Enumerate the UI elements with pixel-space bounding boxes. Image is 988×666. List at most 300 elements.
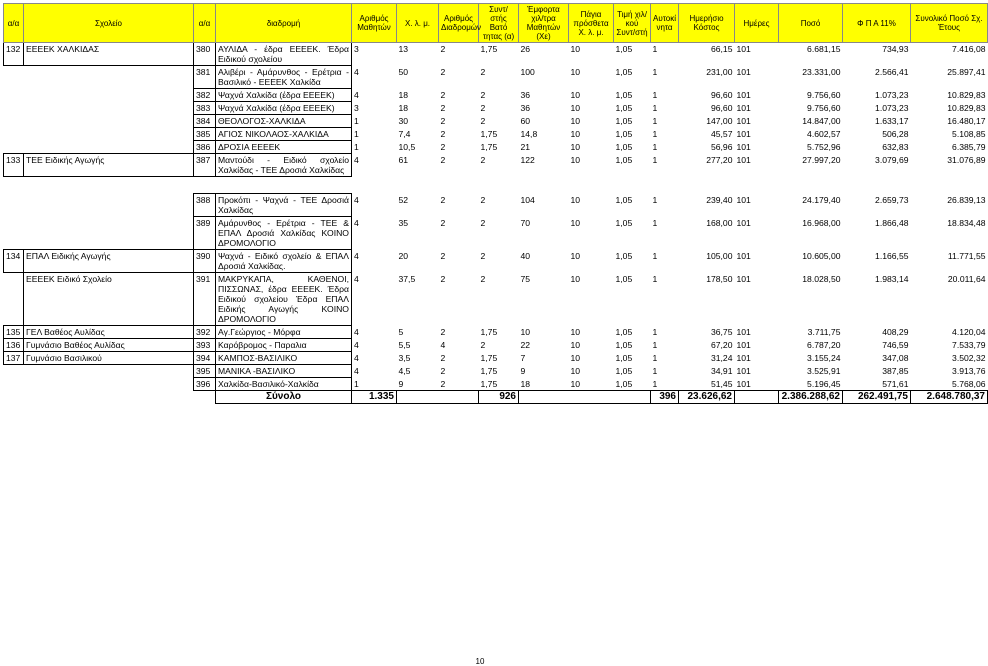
cell-value: 2 <box>480 66 486 77</box>
cell-value: 50 <box>398 66 409 77</box>
cell-value: 2 <box>480 89 486 100</box>
spacer-cell <box>24 177 194 194</box>
cell-value: 6.787,20 <box>807 339 841 350</box>
header-vat: Φ Π Α 11% <box>843 4 911 43</box>
cell-value: 1,75 <box>480 44 498 54</box>
cell-value: 104 <box>520 194 535 205</box>
cell-value: 1 <box>652 102 658 113</box>
cell-value: 101 <box>736 44 751 54</box>
cell-value: 14,8 <box>520 128 538 139</box>
cell-value: 506,28 <box>882 128 909 139</box>
cell-value: 1,05 <box>615 128 633 139</box>
cell-school: ΕΠΑΛ Ειδικής Αγωγής <box>24 250 194 273</box>
totals-total: 2.648.780,37 <box>911 391 988 404</box>
header-price: Τιμή χιλ/κού Συντ/στή <box>614 4 651 43</box>
totals-students: 1.335 <box>352 391 397 404</box>
cell-value: 36,75 <box>710 326 733 337</box>
cell-value: 4 <box>354 217 359 228</box>
cell-value: 746,59 <box>882 339 909 350</box>
cell-value: 3,5 <box>398 352 411 363</box>
header-fixed-km: Πάγια πρόσθετα Χ. λ. μ. <box>569 4 614 43</box>
cell-route-no: 396 <box>194 378 216 391</box>
cell-value: 1 <box>652 378 658 389</box>
cell-value: 2 <box>480 194 486 205</box>
cell-value: 101 <box>736 102 751 113</box>
table-row <box>4 141 988 154</box>
cell-value: 1 <box>652 115 658 126</box>
cell-value: 66,15 <box>710 44 733 54</box>
cell-value: 4 <box>354 194 359 205</box>
cell-value: 101 <box>736 365 751 376</box>
cell-value: 1,05 <box>615 194 633 205</box>
spacer-cell <box>194 177 216 194</box>
cell-value: 67,20 <box>710 339 733 350</box>
spacer-cell <box>519 177 569 194</box>
cell-route-no: 393 <box>194 339 216 352</box>
table-row <box>4 250 988 273</box>
cell-route: Καρόβρομος - Παραλια <box>216 339 352 352</box>
cell-value: 9 <box>520 365 526 376</box>
cell-value: 4 <box>354 326 359 337</box>
cell-value: 22 <box>520 339 531 350</box>
cell-value: 1,05 <box>615 250 633 261</box>
cell-value: 1 <box>652 217 658 228</box>
cell-value: 147,00 <box>706 115 733 126</box>
cell-value: 18 <box>398 102 409 113</box>
cell-value: 1,05 <box>615 217 633 228</box>
cell-value: 60 <box>520 115 531 126</box>
header-route: διαδρομή <box>216 4 352 43</box>
cell-value: 100 <box>520 66 535 77</box>
cell-value: 2 <box>440 217 446 228</box>
cell-value: 101 <box>736 326 751 337</box>
table-row <box>4 89 988 102</box>
cell-school: Γυμνάσιο Βασιλικού <box>24 352 194 365</box>
cell-school-no: 132 <box>4 43 24 66</box>
cell-value: 101 <box>736 115 751 126</box>
cell-value: 18.028,50 <box>802 273 841 284</box>
header-daily-cost: Ημερήσιο Κόστος <box>679 4 735 43</box>
spacer-row <box>4 177 988 194</box>
cell-value: 734,93 <box>882 44 909 54</box>
cell-value: 20 <box>398 250 409 261</box>
cell-value: 1,05 <box>615 102 633 113</box>
cell-route: ΚΑΜΠΟΣ-ΒΑΣΙΛΙΚΟ <box>216 352 352 365</box>
cell-value: 1 <box>354 128 359 139</box>
cell-value: 5.108,85 <box>952 128 986 139</box>
cell-route-no: 391 <box>194 273 216 326</box>
cell-value: 239,40 <box>706 194 733 205</box>
cell-value: 13 <box>398 44 409 54</box>
header-amount: Ποσό <box>779 4 843 43</box>
cell-school: ΓΕΛ Βαθέος Αυλίδας <box>24 326 194 339</box>
cell-value: 10 <box>520 326 531 337</box>
cell-value: 4 <box>354 154 359 165</box>
cell-value: 7,4 <box>398 128 411 139</box>
cell-value: 1.166,55 <box>875 250 909 261</box>
cell-value: 10 <box>570 154 581 165</box>
cell-value: 2 <box>440 365 446 376</box>
cell-route-no: 394 <box>194 352 216 365</box>
table-row <box>4 194 988 217</box>
cell-route-no: 392 <box>194 326 216 339</box>
cell-value: 10 <box>570 141 581 152</box>
cell-school-no: 137 <box>4 352 24 365</box>
cell-value: 37,5 <box>398 273 416 284</box>
totals-routes: 926 <box>479 391 519 404</box>
cell-value: 2 <box>480 250 486 261</box>
cell-value: 571,61 <box>882 378 909 389</box>
cell-value: 4 <box>354 365 359 376</box>
cell-route-no: 381 <box>194 66 216 89</box>
cell-route-no: 382 <box>194 89 216 102</box>
cell-route-no: 386 <box>194 141 216 154</box>
table-row <box>4 43 988 66</box>
cell-value: 2 <box>440 326 446 337</box>
cell-value: 5 <box>398 326 404 337</box>
cell-school-no: 134 <box>4 250 24 273</box>
cell-value: 1,05 <box>615 141 633 152</box>
spacer-cell <box>4 177 24 194</box>
cell-value: 4 <box>354 250 359 261</box>
cell-value: 1,05 <box>615 326 633 337</box>
cell-school: ΕΕΕΕΚ ΧΑΛΚΙΔΑΣ <box>24 43 194 66</box>
cell-value: 3.913,76 <box>952 365 986 376</box>
cell-school <box>24 89 194 102</box>
cell-value: 387,85 <box>882 365 909 376</box>
cell-value: 26 <box>520 44 531 54</box>
cell-value: 1 <box>652 273 658 284</box>
cell-value: 1 <box>354 141 359 152</box>
cell-value: 45,57 <box>710 128 733 139</box>
cell-value: 1 <box>652 154 658 165</box>
cell-value: 1,05 <box>615 66 633 77</box>
cell-school-no <box>4 194 24 217</box>
cell-value: 4.602,57 <box>807 128 841 139</box>
cell-value: 7.416,08 <box>952 44 986 54</box>
cell-school-no <box>4 365 24 378</box>
cell-school: Γυμνάσιο Βαθέος Αυλίδας <box>24 339 194 352</box>
cell-value: 56,96 <box>710 141 733 152</box>
cell-value: 101 <box>736 194 751 205</box>
cell-value: 96,60 <box>710 89 733 100</box>
cell-value: 101 <box>736 141 751 152</box>
cell-route: Ψαχνά Χαλκίδα (έδρα ΕΕΕΕΚ) <box>216 89 352 102</box>
cell-value: 52 <box>398 194 409 205</box>
cell-value: 408,29 <box>882 326 909 337</box>
cell-value: 2 <box>480 115 486 126</box>
cell-value: 10 <box>570 339 581 350</box>
cell-school <box>24 102 194 115</box>
cell-value: 96,60 <box>710 102 733 113</box>
cell-value: 101 <box>736 217 751 228</box>
spacer-cell <box>439 177 479 194</box>
spacer-cell <box>614 177 651 194</box>
cell-route: Μαντούδι - Ειδικό σχολείο Χαλκίδας - ΤΕΕ Δροσιά Χαλκίδας <box>216 154 352 177</box>
cell-route-no: 387 <box>194 154 216 177</box>
cell-value: 5.752,96 <box>807 141 841 152</box>
cell-value: 6.385,79 <box>952 141 986 152</box>
spacer-cell <box>216 177 352 194</box>
cell-school-no <box>4 89 24 102</box>
cell-route: ΜΑΚΡΥΚΑΠΑ, ΚΑΘΕΝΟΙ, ΠΙΣΣΩΝΑΣ, έδρα ΕΕΕΕΚ. Έδρα Ειδικού σχολείου Έδρα ΕΠΑΛ Ειδικής Αγωγής ΚΟΙΝΟ ΔΡΟΜΟΛΟΓΙΟ <box>216 273 352 326</box>
cell-school: ΕΕΕΕΚ Ειδικό Σχολείο <box>24 273 194 326</box>
cell-value: 1,75 <box>480 326 498 337</box>
cell-value: 277,20 <box>706 154 733 165</box>
spacer-cell <box>735 177 779 194</box>
cell-value: 4 <box>354 339 359 350</box>
cell-value: 7.533,79 <box>952 339 986 350</box>
cell-value: 35 <box>398 217 409 228</box>
cell-route: Αγ.Γεώργιος - Μόρφα <box>216 326 352 339</box>
cell-value: 1,05 <box>615 115 633 126</box>
cell-value: 1 <box>652 339 658 350</box>
cell-value: 11.771,55 <box>947 250 986 261</box>
cell-value: 2 <box>480 339 486 350</box>
spacer-cell <box>779 177 843 194</box>
cell-value: 1 <box>652 194 658 205</box>
cell-value: 2 <box>440 378 446 389</box>
table-row <box>4 352 988 365</box>
table-row <box>4 66 988 89</box>
cell-value: 3 <box>354 102 359 113</box>
cell-value: 2 <box>480 273 486 284</box>
cell-school-no <box>4 217 24 250</box>
cell-value: 1,75 <box>480 128 498 139</box>
cell-school-no <box>4 128 24 141</box>
cell-route-no: 380 <box>194 43 216 66</box>
cell-school <box>24 128 194 141</box>
cell-value: 10 <box>570 273 581 284</box>
header-total: Συνολικό Ποσό Σχ. Έτους <box>911 4 988 43</box>
spacer-cell <box>843 177 911 194</box>
cell-school <box>24 217 194 250</box>
cell-value: 36 <box>520 89 531 100</box>
cell-value: 10 <box>570 102 581 113</box>
cell-value: 1 <box>652 326 658 337</box>
cell-value: 1,05 <box>615 352 633 363</box>
cell-route-no: 389 <box>194 217 216 250</box>
cell-value: 36 <box>520 102 531 113</box>
cell-school <box>24 194 194 217</box>
cell-value: 2 <box>440 102 446 113</box>
cell-value: 1,75 <box>480 378 498 389</box>
cell-route-no: 384 <box>194 115 216 128</box>
cell-value: 2 <box>480 102 486 113</box>
cell-value: 1 <box>652 89 658 100</box>
cell-value: 18 <box>520 378 531 389</box>
cell-value: 4 <box>354 273 359 284</box>
cell-route: ΑΓΙΟΣ ΝΙΚΟΛΑΟΣ-ΧΑΛΚΙΔΑ <box>216 128 352 141</box>
cell-route: ΑΥΛΙΔΑ - έδρα ΕΕΕΕΚ. Έδρα Ειδικού σχολείου <box>216 43 352 66</box>
cell-route: ΘΕΟΛΟΓΟΣ-ΧΑΛΚΙΔΑ <box>216 115 352 128</box>
cell-value: 70 <box>520 217 531 228</box>
totals-gap <box>519 391 651 404</box>
cell-value: 3.711,75 <box>807 326 841 337</box>
spacer-cell <box>479 177 519 194</box>
cell-value: 26.839,13 <box>947 194 986 205</box>
cell-value: 1 <box>652 66 658 77</box>
header-routes-count: Αριθμός Διαδρομών <box>439 4 479 43</box>
cell-value: 10 <box>570 89 581 100</box>
cell-value: 101 <box>736 250 751 261</box>
header-school: Σχολείο <box>24 4 194 43</box>
cell-school-no: 133 <box>4 154 24 177</box>
spacer-cell <box>679 177 735 194</box>
cell-value: 632,83 <box>882 141 909 152</box>
cell-value: 18.834,48 <box>947 217 986 228</box>
cell-school <box>24 365 194 378</box>
totals-cars: 396 <box>651 391 679 404</box>
cell-school-no <box>4 378 24 391</box>
cell-value: 101 <box>736 66 751 77</box>
cell-route: Προκόπι - Ψαχνά - ΤΕΕ Δροσιά Χαλκίδας <box>216 194 352 217</box>
cell-value: 1 <box>652 141 658 152</box>
cell-value: 3.155,24 <box>807 352 841 363</box>
header-row <box>4 4 988 43</box>
cell-value: 40 <box>520 250 531 261</box>
cell-value: 101 <box>736 378 751 389</box>
cell-school-no <box>4 66 24 89</box>
cell-value: 1.633,17 <box>875 115 909 126</box>
cell-value: 4 <box>354 89 359 100</box>
cell-value: 1 <box>354 378 359 389</box>
cell-value: 101 <box>736 89 751 100</box>
cell-value: 9 <box>398 378 404 389</box>
cell-school <box>24 378 194 391</box>
totals-amount: 2.386.288,62 <box>779 391 843 404</box>
cell-value: 1 <box>652 128 658 139</box>
cell-value: 3 <box>354 44 359 54</box>
table-row <box>4 102 988 115</box>
totals-gap <box>735 391 779 404</box>
header-students: Αριθμός Μαθητών <box>352 4 397 43</box>
cell-value: 1 <box>652 365 658 376</box>
cell-value: 2 <box>440 66 446 77</box>
cell-value: 20.011,64 <box>947 273 986 284</box>
cell-route-no: 383 <box>194 102 216 115</box>
cell-value: 61 <box>398 154 409 165</box>
cell-value: 16.968,00 <box>802 217 841 228</box>
cell-value: 101 <box>736 352 751 363</box>
table-row <box>4 378 988 391</box>
cell-value: 4 <box>440 339 446 350</box>
cell-school-no: 136 <box>4 339 24 352</box>
cell-value: 30 <box>398 115 409 126</box>
cell-value: 5.196,45 <box>807 378 841 389</box>
cell-value: 27.997,20 <box>802 154 841 165</box>
cell-value: 25.897,41 <box>947 66 986 77</box>
spacer-cell <box>397 177 439 194</box>
cell-value: 1,05 <box>615 89 633 100</box>
cell-value: 1.983,14 <box>875 273 909 284</box>
cell-value: 10.605,00 <box>802 250 841 261</box>
cell-value: 1,75 <box>480 141 498 152</box>
cell-value: 10 <box>570 217 581 228</box>
cell-school-no <box>4 115 24 128</box>
totals-row <box>4 391 988 404</box>
page-number: 10 <box>475 657 485 666</box>
cell-school-no: 135 <box>4 326 24 339</box>
cell-value: 18 <box>398 89 409 100</box>
cell-value: 1,75 <box>480 352 498 363</box>
cell-value: 6.681,15 <box>807 44 841 54</box>
cell-value: 21 <box>520 141 531 152</box>
totals-vat: 262.491,75 <box>843 391 911 404</box>
cell-value: 3.525,91 <box>807 365 841 376</box>
spacer-cell <box>569 177 614 194</box>
cell-value: 122 <box>520 154 535 165</box>
cell-value: 5.768,06 <box>952 378 986 389</box>
cell-value: 1,05 <box>615 339 633 350</box>
cell-route: Αλιβέρι - Αμάρυνθος - Ερέτρια - Βασιλικό - ΕΕΕΕΚ Χαλκίδα <box>216 66 352 89</box>
cell-value: 231,00 <box>706 66 733 77</box>
cell-route: Χαλκίδα-Βασιλικό-Χαλκίδα <box>216 378 352 391</box>
cell-value: 101 <box>736 154 751 165</box>
cell-route: Ψαχνά - Ειδικό σχολείο & ΕΠΑΛ Δροσιά Χαλκίδας. <box>216 250 352 273</box>
cell-value: 1 <box>652 44 658 54</box>
cell-value: 10 <box>570 326 581 337</box>
cell-value: 10 <box>570 365 581 376</box>
header-loaded-km: Έμφορτα χιλ/τρα Μαθητών (Χε) <box>519 4 569 43</box>
cell-value: 1 <box>652 250 658 261</box>
cell-value: 3.079,69 <box>875 154 909 165</box>
cell-value: 2.566,41 <box>875 66 909 77</box>
cell-value: 1,05 <box>615 44 633 54</box>
cell-value: 101 <box>736 273 751 284</box>
cell-value: 2 <box>440 194 446 205</box>
header-route-no: α/α <box>194 4 216 43</box>
cell-value: 1.866,48 <box>875 217 909 228</box>
cell-value: 16.480,17 <box>947 115 986 126</box>
table-row <box>4 339 988 352</box>
header-school-no: α/α <box>4 4 24 43</box>
cell-value: 10 <box>570 352 581 363</box>
cell-school <box>24 115 194 128</box>
cell-value: 1,75 <box>480 365 498 376</box>
blank-cell <box>194 391 216 404</box>
cell-value: 168,00 <box>706 217 733 228</box>
cell-value: 14.847,00 <box>802 115 841 126</box>
table-row <box>4 115 988 128</box>
cell-value: 2 <box>440 128 446 139</box>
cell-route-no: 388 <box>194 194 216 217</box>
cell-route: ΜΑΝΙΚΑ -ΒΑΣΙΛΙΚΟ <box>216 365 352 378</box>
cell-value: 31.076,89 <box>947 154 986 165</box>
cell-value: 5,5 <box>398 339 411 350</box>
cell-value: 2 <box>440 44 446 54</box>
table-row <box>4 154 988 177</box>
cell-value: 2 <box>480 154 486 165</box>
cell-value: 9.756,60 <box>807 102 841 113</box>
cell-route-no: 395 <box>194 365 216 378</box>
cell-value: 178,50 <box>706 273 733 284</box>
cell-school <box>24 141 194 154</box>
cell-value: 1,05 <box>615 273 633 284</box>
cell-route: Ψαχνά Χαλκίδα (έδρα ΕΕΕΕΚ) <box>216 102 352 115</box>
cell-value: 1,05 <box>615 154 633 165</box>
cell-value: 9.756,60 <box>807 89 841 100</box>
totals-gap <box>397 391 479 404</box>
table-row <box>4 217 988 250</box>
cell-value: 10.829,83 <box>947 102 986 113</box>
cell-value: 1.073,23 <box>875 102 909 113</box>
cell-school <box>24 66 194 89</box>
header-cars: Αυτοκί νητα <box>651 4 679 43</box>
cell-value: 2 <box>440 154 446 165</box>
routes-table <box>3 3 988 404</box>
cell-value: 347,08 <box>882 352 909 363</box>
